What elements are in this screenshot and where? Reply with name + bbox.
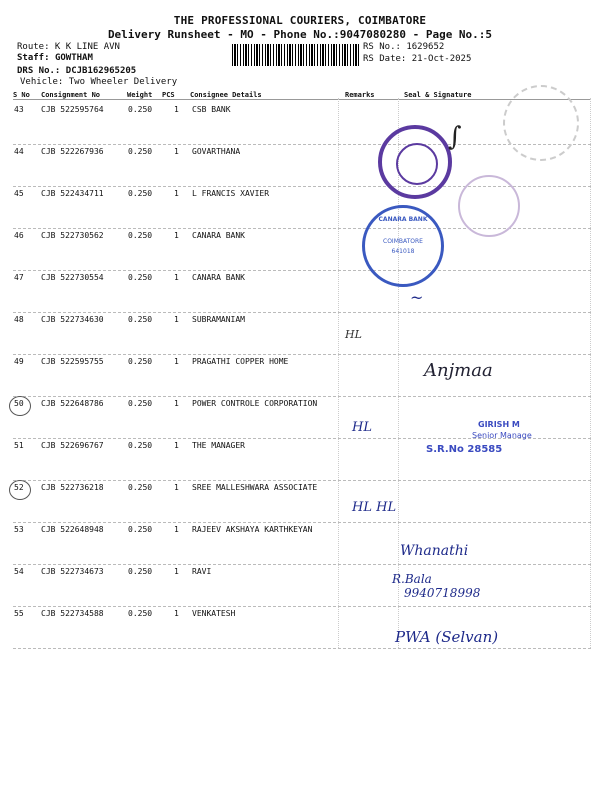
cell-sno: 55 xyxy=(14,609,24,618)
cell-sno: 50 xyxy=(14,399,24,408)
cell-pcs: 1 xyxy=(174,609,179,618)
cell-pcs: 1 xyxy=(174,315,179,324)
row-divider xyxy=(13,648,591,649)
row-divider xyxy=(13,144,591,145)
col-pcs: PCS xyxy=(162,91,175,99)
col-seal-signature: Seal & Signature xyxy=(404,91,472,99)
cell-sno: 49 xyxy=(14,357,24,366)
cell-wt: 0.250 xyxy=(128,567,153,576)
table-row xyxy=(0,567,600,609)
manager-stamp xyxy=(420,420,545,465)
cell-sno: 51 xyxy=(14,441,24,450)
signature-scrawl: ∫ xyxy=(448,122,462,152)
row-divider xyxy=(13,396,591,397)
row-divider xyxy=(13,606,591,607)
cell-name: SREE MALLESHWARA ASSOCIATE xyxy=(192,483,318,492)
cell-cn: CJB 522730562 xyxy=(41,231,104,240)
cell-name: PRAGATHI COPPER HOME xyxy=(192,357,289,366)
rs-number: RS No.: 1629652 xyxy=(363,42,445,52)
cell-sno: 45 xyxy=(14,189,24,198)
signature-handwriting-53: Whanathi xyxy=(400,543,469,559)
cell-cn: CJB 522267936 xyxy=(41,147,104,156)
canara-seal-text-3: 641018 xyxy=(391,248,415,255)
cell-cn: CJB 522734630 xyxy=(41,315,104,324)
faded-seal-stamp xyxy=(503,85,579,161)
cell-wt: 0.250 xyxy=(128,483,153,492)
cell-wt: 0.250 xyxy=(128,357,153,366)
cell-name: THE MANAGER xyxy=(192,441,245,450)
row-divider xyxy=(13,354,591,355)
staff-line xyxy=(17,53,93,63)
cell-pcs: 1 xyxy=(174,231,179,240)
cell-name: L FRANCIS XAVIER xyxy=(192,189,270,198)
cell-wt: 0.250 xyxy=(128,231,153,240)
canara-seal-text-2: COIMBATORE xyxy=(383,238,423,245)
cell-pcs: 1 xyxy=(174,441,179,450)
cell-wt: 0.250 xyxy=(128,105,153,114)
rs-date: RS Date: 21-Oct-2025 xyxy=(363,54,472,64)
cell-name: GOVARTHANA xyxy=(192,147,241,156)
cell-name: RAVI xyxy=(192,567,212,576)
remark-handwriting-48: HL xyxy=(345,328,362,341)
signature-scrawl: ~ xyxy=(410,288,424,307)
col-weight: Weight xyxy=(127,91,153,99)
cell-cn: CJB 522648948 xyxy=(41,525,104,534)
cell-wt: 0.250 xyxy=(128,189,153,198)
cell-name: CANARA BANK xyxy=(192,231,245,240)
cell-wt: 0.250 xyxy=(128,147,153,156)
cell-cn: CJB 522434711 xyxy=(41,189,104,198)
cell-pcs: 1 xyxy=(174,147,179,156)
staff-value: GOWTHAM xyxy=(54,53,93,63)
table-row xyxy=(0,315,600,357)
staff-label: Staff: xyxy=(17,53,55,63)
cell-cn: CJB 522696767 xyxy=(41,441,104,450)
cell-name: POWER CONTROLE CORPORATION xyxy=(192,399,318,408)
drs-line xyxy=(17,66,136,76)
col-consignment: Consignment No xyxy=(41,91,101,99)
cell-pcs: 1 xyxy=(174,483,179,492)
canara-bank-seal xyxy=(362,205,444,287)
signature-handwriting-54-name: R.Bala xyxy=(392,572,432,586)
manager-name: GIRISH M xyxy=(478,420,520,429)
cell-sno: 43 xyxy=(14,105,24,114)
cell-wt: 0.250 xyxy=(128,525,153,534)
barcode xyxy=(232,44,359,66)
header-divider xyxy=(13,99,591,100)
cell-name: VENKATESH xyxy=(192,609,236,618)
cell-name: CSB BANK xyxy=(192,105,231,114)
cell-pcs: 1 xyxy=(174,399,179,408)
cell-sno: 44 xyxy=(14,147,24,156)
table-row xyxy=(0,273,600,315)
cell-wt: 0.250 xyxy=(128,399,153,408)
canara-seal-text-1: CANARA BANK xyxy=(378,216,428,223)
cell-name: CANARA BANK xyxy=(192,273,245,282)
table-row xyxy=(0,525,600,567)
cell-sno: 52 xyxy=(14,483,24,492)
manager-srno: S.R.No 28585 xyxy=(426,444,503,455)
faded-seal-stamp xyxy=(458,175,520,237)
cell-name: SUBRAMANIAM xyxy=(192,315,245,324)
cell-cn: CJB 522595755 xyxy=(41,357,104,366)
col-consignee: Consignee Details xyxy=(190,91,262,99)
row-divider xyxy=(13,522,591,523)
cell-sno: 48 xyxy=(14,315,24,324)
remark-handwriting-51: HL xyxy=(352,420,372,435)
cell-name: RAJEEV AKSHAYA KARTHKEYAN xyxy=(192,525,313,534)
electricals-seal-stamp xyxy=(378,125,452,199)
cell-cn: CJB 522648786 xyxy=(41,399,104,408)
cell-pcs: 1 xyxy=(174,357,179,366)
remark-handwriting-52: HL HL xyxy=(352,500,397,515)
cell-pcs: 1 xyxy=(174,105,179,114)
drs-label: DRS No.: xyxy=(17,66,66,76)
cell-pcs: 1 xyxy=(174,189,179,198)
cell-cn: CJB 522730554 xyxy=(41,273,104,282)
signature-handwriting-55: PWA (Selvan) xyxy=(395,628,499,646)
cell-pcs: 1 xyxy=(174,273,179,282)
cell-sno: 54 xyxy=(14,567,24,576)
cell-wt: 0.250 xyxy=(128,315,153,324)
cell-cn: CJB 522736218 xyxy=(41,483,104,492)
row-divider xyxy=(13,480,591,481)
row-divider xyxy=(13,564,591,565)
cell-wt: 0.250 xyxy=(128,609,153,618)
manager-title: Senior Manage xyxy=(472,431,532,440)
document-subtitle: Delivery Runsheet - MO - Phone No.:9047080280 - Page No.:5 xyxy=(107,28,493,41)
row-divider xyxy=(13,312,591,313)
cell-sno: 53 xyxy=(14,525,24,534)
cell-wt: 0.250 xyxy=(128,441,153,450)
route-label: Route: K K LINE AVN xyxy=(17,42,120,52)
cell-cn: CJB 522734673 xyxy=(41,567,104,576)
electricals-seal-inner xyxy=(396,143,438,185)
table-row xyxy=(0,609,600,651)
cell-cn: CJB 522595764 xyxy=(41,105,104,114)
sno-circle-mark xyxy=(9,396,31,416)
cell-sno: 47 xyxy=(14,273,24,282)
table-row xyxy=(0,483,600,525)
cell-pcs: 1 xyxy=(174,567,179,576)
document-title: THE PROFESSIONAL COURIERS, COIMBATORE xyxy=(173,14,427,27)
drs-value: DCJB162965205 xyxy=(65,66,137,76)
table-row xyxy=(0,231,600,273)
signature-handwriting-49: Anjmaa xyxy=(424,360,493,381)
cell-pcs: 1 xyxy=(174,525,179,534)
col-remarks: Remarks xyxy=(345,91,375,99)
sno-circle-mark xyxy=(9,480,31,500)
row-divider xyxy=(13,270,591,271)
vehicle-label: Vehicle: Two Wheeler Delivery xyxy=(20,77,178,87)
signature-handwriting-54-phone: 9940718998 xyxy=(404,586,481,600)
table-row xyxy=(0,357,600,399)
cell-sno: 46 xyxy=(14,231,24,240)
cell-cn: CJB 522734588 xyxy=(41,609,104,618)
cell-wt: 0.250 xyxy=(128,273,153,282)
col-sno: S No xyxy=(13,91,30,99)
